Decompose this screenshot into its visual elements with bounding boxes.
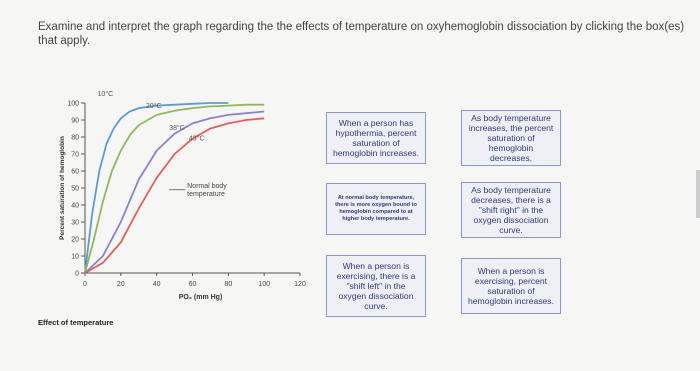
choice-exercising-saturation-increases[interactable]: When a person is exercising, percent saturation of hemoglobin increases. <box>461 258 561 314</box>
x-tick-label: 0 <box>83 281 87 288</box>
x-tick-label: 120 <box>294 281 306 288</box>
y-tick-label: 100 <box>67 100 79 108</box>
x-tick-label: 80 <box>224 281 233 288</box>
y-tick-label: 80 <box>71 134 79 142</box>
right-edge-strip <box>696 170 700 218</box>
choice-temperature-decreases-shift-right[interactable]: As body temperature decreases, there is a "shift right" in the oxygen dissociation curve. <box>461 182 561 238</box>
x-tick-label: 40 <box>152 281 161 288</box>
y-tick-label: 40 <box>71 202 79 210</box>
y-tick-label: 90 <box>71 117 79 125</box>
choice-temperature-increases-saturation-decreases[interactable]: As body temperature increases, the percent saturation of hemoglobin decreases. <box>461 110 561 166</box>
x-axis-label: PO₂ (mm Hg) <box>178 294 223 301</box>
choice-normal-temperature-more-oxygen[interactable]: At normal body temperature, there is more oxygen bound to hemoglobin compared to at higher body temperature. <box>326 183 426 235</box>
annotation-normal-temp-line2: temperature <box>187 191 225 198</box>
y-axis-label: Percent saturation of hemoglobin <box>59 136 66 240</box>
y-tick-label: 60 <box>71 168 79 176</box>
temperature-effect-chart <box>55 85 315 335</box>
series-line-3 <box>85 112 264 274</box>
curve-label-1: 10°C <box>97 91 114 99</box>
curve-label-4: 43°C <box>188 135 205 143</box>
curve-label-3: 38°C <box>169 125 185 133</box>
choice-hypothermia-saturation-increases[interactable]: When a person has hypothermia, percent saturation of hemoglobin increases. <box>326 112 426 164</box>
annotation-normal-temp-line1: Normal body <box>187 183 227 190</box>
y-tick-label: 30 <box>71 219 79 227</box>
y-tick-label: 20 <box>71 236 79 244</box>
x-tick-label: 20 <box>116 281 125 288</box>
x-tick-label: 100 <box>258 281 271 288</box>
y-tick-label: 70 <box>71 151 79 159</box>
curve-label-2: 20°C <box>145 103 162 111</box>
instruction-text: Examine and interpret the graph regarding the the effects of temperature on oxyhemoglobin dissociation by clicking the box(es) that apply. <box>38 21 685 47</box>
choice-exercising-shift-left[interactable]: When a person is exercising, there is a "shift left" in the oxygen dissociation curve. <box>326 255 426 317</box>
figure-caption: Effect of temperature <box>38 318 114 327</box>
y-tick-label: 50 <box>71 185 79 193</box>
x-tick-label: 60 <box>188 281 197 288</box>
chart-svg <box>55 85 315 335</box>
y-tick-label: 0 <box>75 270 79 278</box>
y-tick-label: 10 <box>71 253 79 261</box>
series-line-4 <box>85 118 264 273</box>
